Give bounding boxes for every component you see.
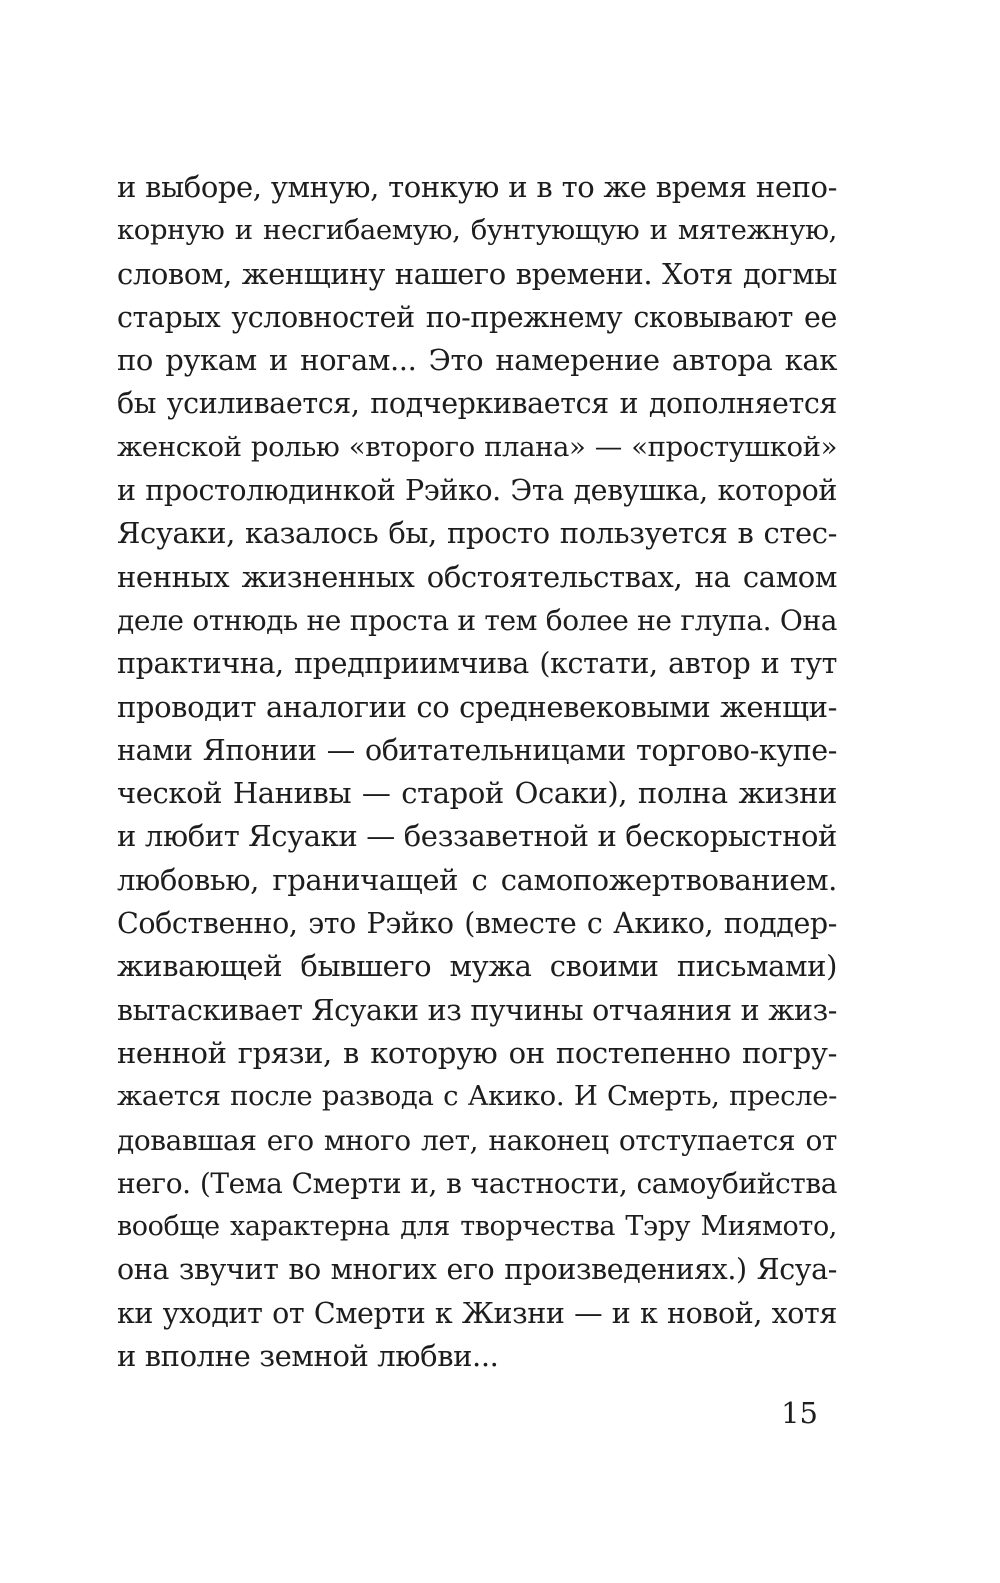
text-line-26: она звучит во многих его произведениях.) Ясуа- — [117, 1253, 837, 1287]
page-number: 15 — [781, 1396, 818, 1430]
text-line-14: нами Японии — обитательницами торгово-купе- — [117, 733, 837, 767]
text-line-2: корную и несгибаемую, бунтующую и мятежную, — [117, 214, 837, 247]
text-line-22: жается после развода с Акико. И Смерть, пресле- — [117, 1080, 837, 1113]
text-line-7: женской ролью «второго плана» — «простушкой» — [117, 430, 837, 463]
text-line-10: ненных жизненных обстоятельствах, на самом — [117, 559, 837, 594]
text-line-15: ческой Нанивы — старой Осаки), полна жизни — [117, 776, 837, 811]
text-line-21: ненной грязи, в которую он постепенно погру- — [117, 1035, 837, 1070]
text-line-12: практична, предприимчива (кстати, автор и тут — [117, 647, 837, 681]
text-line-1: и выборе, умную, тонкую и в то же время непо- — [117, 170, 837, 204]
text-line-28: и вполне земной любви... — [117, 1339, 499, 1374]
text-line-25: вообще характерна для творчества Тэру Миямото, — [117, 1211, 837, 1243]
text-line-4: старых условностей по-прежнему сковывают ее — [117, 300, 837, 334]
body-paragraph — [117, 166, 837, 1378]
text-line-18: Собственно, это Рэйко (вместе с Акико, поддер- — [117, 907, 837, 941]
text-line-9: Ясуаки, казалось бы, просто пользуется в стес- — [117, 516, 837, 551]
text-line-24: него. (Тема Смерти и, в частности, самоубийства — [117, 1166, 837, 1200]
text-line-13: проводит аналогии со средневековыми женщи- — [117, 689, 837, 724]
text-line-3: словом, женщину нашего времени. Хотя догмы — [117, 256, 837, 291]
text-line-27: ки уходит от Смерти к Жизни — и к новой, хотя — [117, 1296, 837, 1330]
text-line-23: довавшая его много лет, наконец отступается от — [117, 1123, 837, 1157]
text-line-16: и любит Ясуаки — беззаветной и бескорыстной — [117, 819, 837, 854]
text-line-19: живающей бывшего мужа своими письмами) — [117, 949, 837, 984]
text-line-6: бы усиливается, подчеркивается и дополняется — [117, 387, 837, 421]
text-line-11: деле отнюдь не проста и тем более не глупа. Она — [117, 603, 837, 637]
text-line-20: вытаскивает Ясуаки из пучины отчаяния и жиз- — [117, 993, 837, 1027]
text-line-5: по рукам и ногам... Это намерение автора как — [117, 343, 837, 378]
text-line-17: любовью, граничащей с самопожертвованием. — [117, 862, 837, 897]
text-line-8: и простолюдинкой Рэйко. Эта девушка, которой — [117, 474, 837, 508]
